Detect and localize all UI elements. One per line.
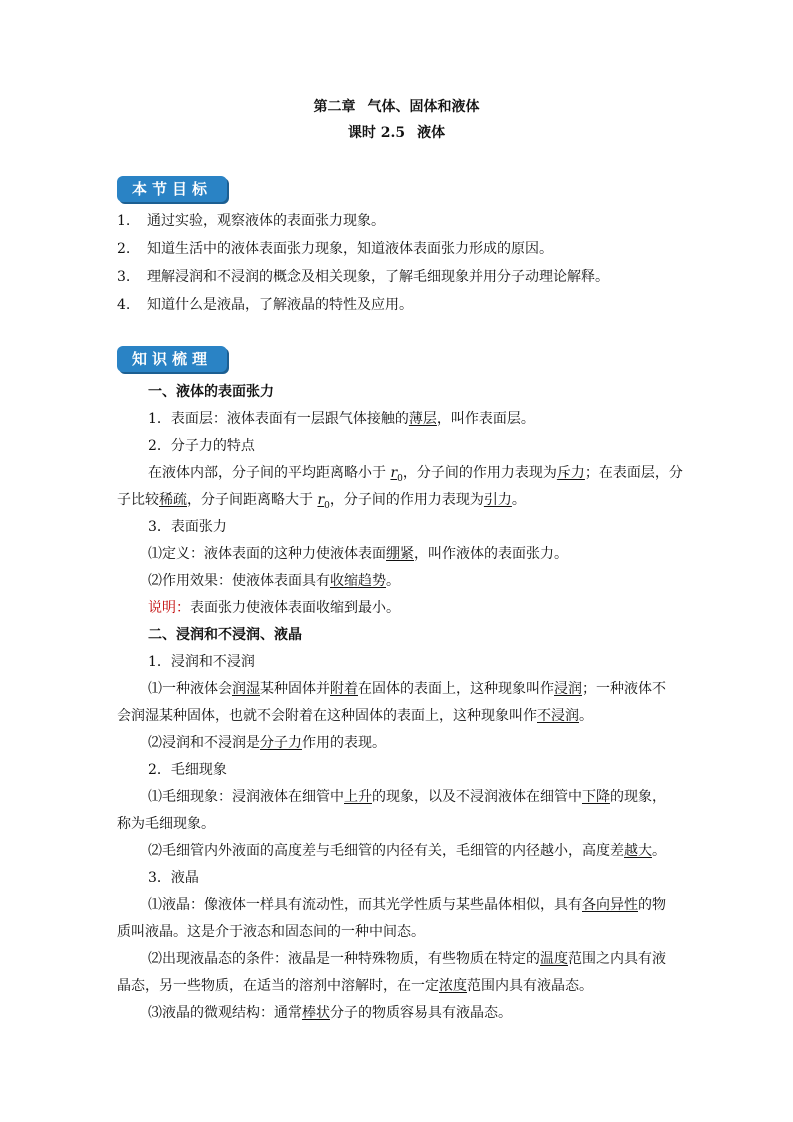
subheading-wetting: 1．浸润和不浸润 [148,654,255,670]
answer-blank: 绷紧 [386,546,414,562]
answer-blank: 附着 [330,681,358,697]
answer-blank: 棒状 [302,1005,330,1021]
heading-surface-tension: 一、液体的表面张力 [148,384,274,400]
answer-blank: 薄层 [408,411,437,427]
knowledge-badge: 知识梳理 [117,346,227,372]
para-wetting-l1: ⑴一种液体会润湿某种固体并附着在固体的表面上，这种现象叫作浸润；一种液体不 [148,681,666,697]
para-condition-l1: ⑵出现液晶态的条件：液晶是一种特殊物质，有些物质在特定的温度范围之内具有液 [148,951,666,967]
goal-item: 4. 知道什么是液晶，了解液晶的特性及应用。 [117,297,413,313]
r0-symbol: $r_0$ [390,465,403,484]
para-liquid-crystal-l1: ⑴液晶：像液体一样具有流动性，而其光学性质与某些晶体相似，具有各向异性的物 [148,897,666,913]
para-capillary-l1: ⑴毛细现象：浸润液体在细管中上升的现象，以及不浸润液体在细管中下降的现象， [148,789,666,805]
lesson-title [0,122,793,142]
answer-blank: 浓度 [439,978,467,994]
answer-blank: 润湿 [232,681,260,697]
answer-blank: 下降 [582,789,610,805]
lesson-name: 液体 [417,125,446,141]
answer-blank: 不浸润 [537,708,579,724]
subheading-capillary: 2．毛细现象 [148,762,227,778]
answer-blank: 分子力 [260,735,302,751]
goal-item: 3. 理解浸润和不浸润的概念及相关现象，了解毛细现象并用分子动理论解释。 [117,269,609,285]
note-label: 说明： [148,600,190,616]
chapter-name: 气体、固体和液体 [367,99,480,115]
knowledge-body [117,379,683,1027]
answer-blank: 浸润 [554,681,582,697]
answer-blank: 斥力 [556,465,585,481]
lesson-number: 课时 2.5 [347,125,406,141]
subheading-surface-tension: 3．表面张力 [148,519,227,535]
answer-blank: 温度 [540,951,568,967]
answer-blank: 各向异性 [582,897,638,913]
chapter-number: 第二章 [313,99,356,115]
para-liquid-crystal-l2: 质叫液晶。这是介于液态和固态间的一种中间态。 [117,924,425,940]
para-wetting-cause: ⑵浸润和不浸润是分子力作用的表现。 [148,735,386,751]
subheading-liquid-crystal: 3．液晶 [148,870,199,886]
para-molecular-force-l1: 在液体内部，分子间的平均距离略小于 $r_0$，分子间的作用力表现为斥力；在表面层，分 [148,465,683,484]
para-capillary-l2: 称为毛细现象。 [117,816,215,832]
goal-item: 1. 通过实验，观察液体的表面张力现象。 [117,213,385,229]
para-definition: ⑴定义：液体表面的这种力使液体表面绷紧，叫作液体的表面张力。 [148,546,568,562]
goals-badge: 本节目标 [117,176,227,202]
subheading-molecular-force: 2．分子力的特点 [148,438,255,454]
para-microstructure: ⑶液晶的微观结构：通常棒状分子的物质容易具有液晶态。 [148,1005,512,1021]
para-molecular-force-l2: 子比较稀疏，分子间距离略大于 $r_0$，分子间的作用力表现为引力。 [117,492,526,511]
answer-blank: 越大 [624,843,652,859]
r0-symbol: $r_0$ [317,492,330,511]
heading-wetting-liquid-crystal: 二、浸润和不浸润、液晶 [148,627,302,643]
para-capillary-height: ⑵毛细管内外液面的高度差与毛细管的内径有关，毛细管的内径越小，高度差越大。 [148,843,666,859]
answer-blank: 上升 [344,789,372,805]
answer-blank: 稀疏 [159,492,187,508]
goals-list [117,211,677,323]
para-surface-layer: 1．表面层：液体表面有一层跟气体接触的薄层，叫作表面层。 [148,411,535,427]
chapter-title [0,96,793,116]
para-effect: ⑵作用效果：使液体表面具有收缩趋势。 [148,573,400,589]
answer-blank: 引力 [483,492,512,508]
answer-blank: 收缩趋势 [330,573,386,589]
para-condition-l2: 晶态，另一些物质，在适当的溶剂中溶解时，在一定浓度范围内具有液晶态。 [117,978,593,994]
note: 说明：表面张力使液体表面收缩到最小。 [148,600,400,616]
para-wetting-l2: 会润湿某种固体，也就不会附着在这种固体的表面上，这种现象叫作不浸润。 [117,708,593,724]
goal-item: 2. 知道生活中的液体表面张力现象，知道液体表面张力形成的原因。 [117,241,553,257]
